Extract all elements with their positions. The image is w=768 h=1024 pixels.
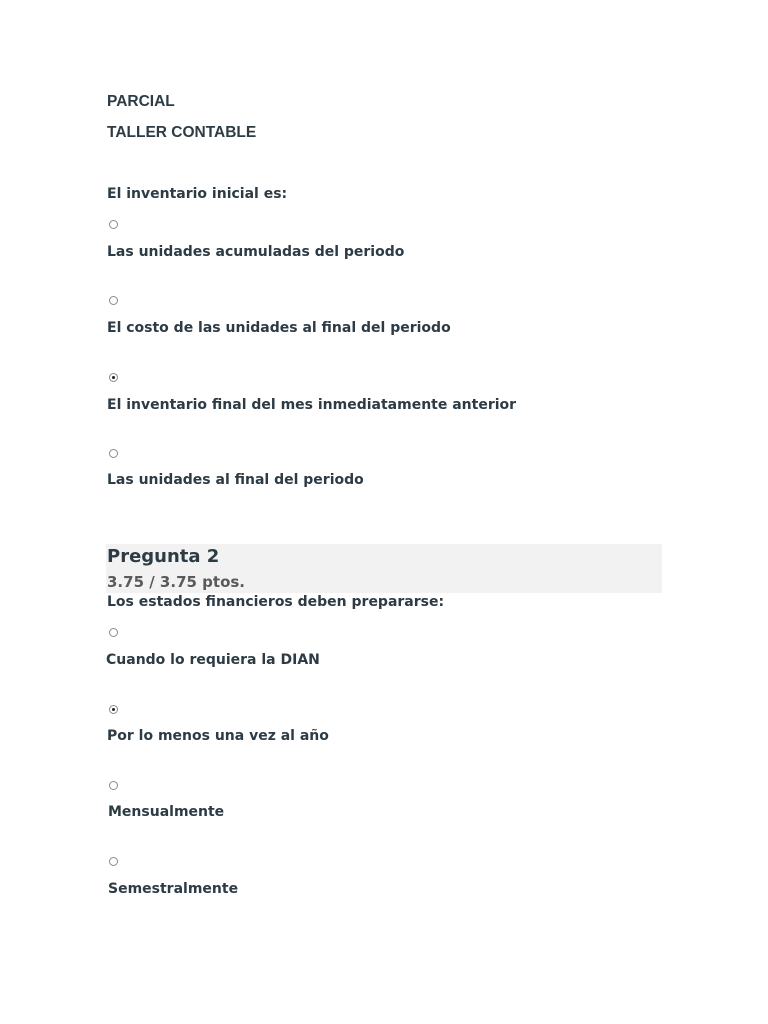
question-2-prompt: Los estados financieros deben prepararse: bbox=[107, 594, 445, 610]
question-2-points: 3.75 / 3.75 ptos. bbox=[107, 573, 246, 591]
question-1-option-2-label[interactable]: El costo de las unidades al final del periodo bbox=[107, 320, 451, 336]
question-2-option-1-radio[interactable] bbox=[109, 628, 118, 637]
question-1-option-2-radio[interactable] bbox=[109, 296, 118, 305]
question-2-title: Pregunta 2 bbox=[107, 546, 220, 567]
question-2-option-4-label[interactable]: Semestralmente bbox=[108, 881, 239, 897]
question-2-option-1-label[interactable]: Cuando lo requiera la DIAN bbox=[106, 652, 320, 668]
question-2-option-2-radio[interactable] bbox=[109, 705, 118, 714]
question-2-header bbox=[106, 544, 662, 593]
question-1-option-1-radio[interactable] bbox=[109, 220, 118, 229]
question-1-prompt: El inventario inicial es: bbox=[107, 186, 288, 202]
document-subtitle: TALLER CONTABLE bbox=[107, 124, 257, 141]
question-2-option-3-label[interactable]: Mensualmente bbox=[108, 804, 225, 820]
question-1-option-3-radio[interactable] bbox=[109, 373, 118, 382]
question-2-option-2-label[interactable]: Por lo menos una vez al año bbox=[107, 728, 329, 744]
question-1-option-4-radio[interactable] bbox=[109, 449, 118, 458]
question-1-option-1-label[interactable]: Las unidades acumuladas del periodo bbox=[107, 244, 405, 260]
question-1-option-4-label[interactable]: Las unidades al final del periodo bbox=[107, 472, 364, 488]
question-2-option-3-radio[interactable] bbox=[109, 781, 118, 790]
question-2-option-4-radio[interactable] bbox=[109, 857, 118, 866]
document-title: PARCIAL bbox=[107, 93, 175, 110]
question-1-option-3-label[interactable]: El inventario final del mes inmediatamente anterior bbox=[107, 397, 517, 413]
